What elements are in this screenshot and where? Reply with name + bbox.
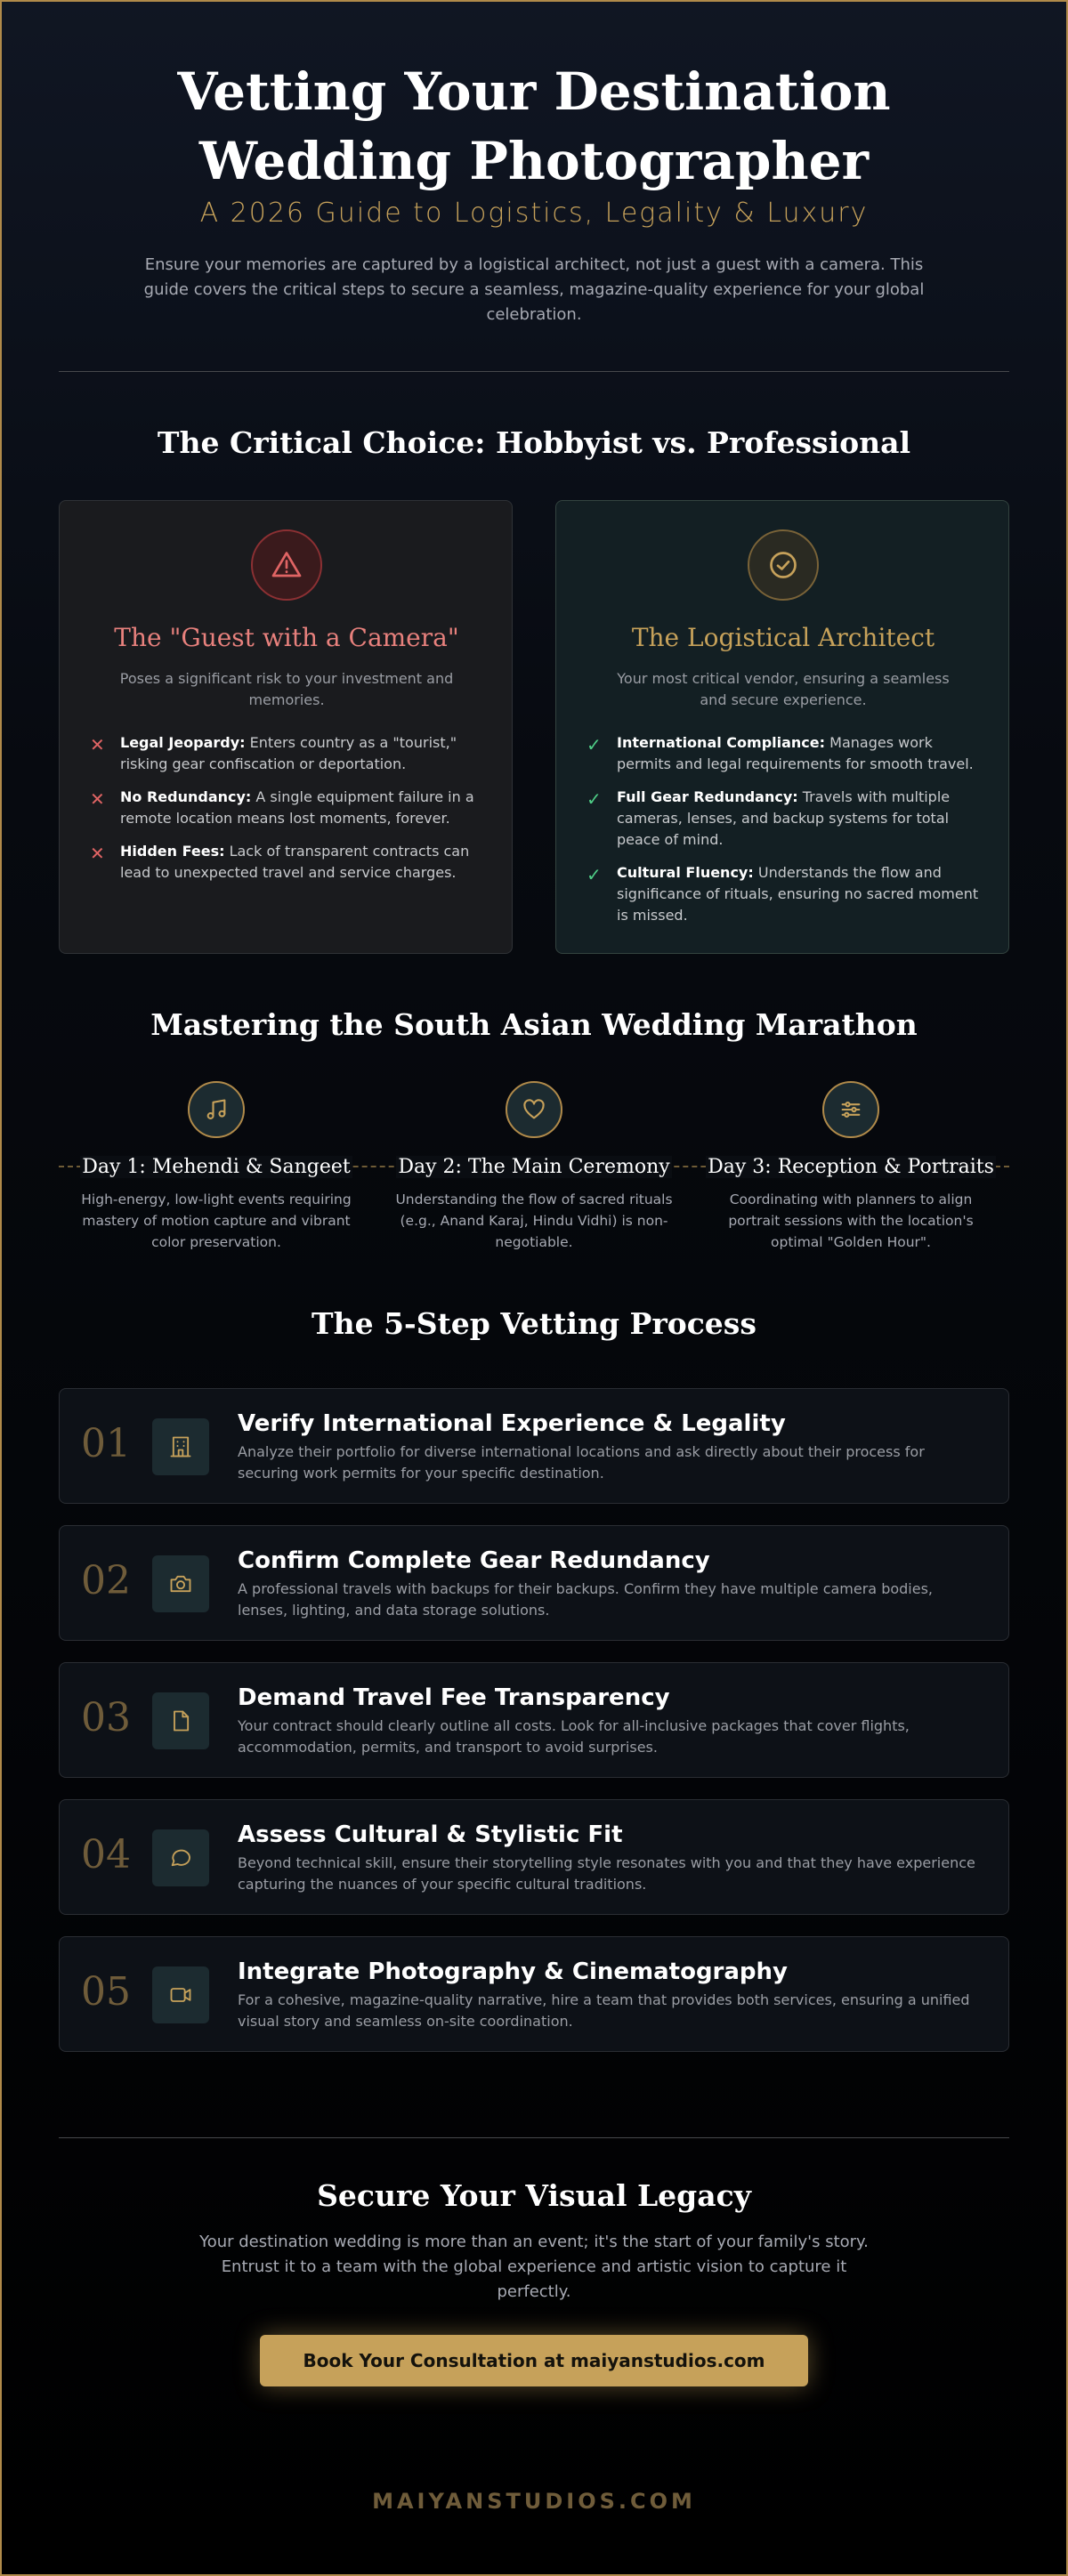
page-title: Vetting Your Destination Wedding Photographer <box>177 61 891 191</box>
item-text: Lack of transparent contracts can lead to unexpected travel and service charges. <box>120 843 470 881</box>
step-title: Confirm Complete Gear Redundancy <box>238 1547 710 1574</box>
divider <box>59 2137 1009 2138</box>
hobbyist-desc: Poses a significant risk to your investment and memories. <box>119 670 454 708</box>
item-label: International Compliance: <box>617 734 826 751</box>
item-label: Legal Jeopardy: <box>120 734 246 751</box>
day-desc: High-energy, low-light events requiring mastery of motion capture and vibrant color preservation. <box>81 1191 352 1250</box>
chat-bubble-icon <box>152 1829 209 1886</box>
music-note-icon <box>188 1081 245 1138</box>
step-title: Assess Cultural & Stylistic Fit <box>238 1821 623 1848</box>
hobbyist-risk-list <box>90 732 487 895</box>
list-item <box>90 787 487 829</box>
step-desc: A professional travels with backups for their backups. Confirm they have multiple camera bodies, lenses, lighting, and data storage solutions. <box>238 1580 934 1619</box>
step-card <box>59 1799 1009 1915</box>
step-desc: Beyond technical skill, ensure their storytelling style resonates with you and that they have experience capturing the nuances of your specific cultural traditions. <box>238 1854 975 1893</box>
item-label: No Redundancy: <box>120 788 252 805</box>
step-desc: For a cohesive, magazine-quality narrative, hire a team that provides both services, ensuring a unified visual story and seamless on-site coordination. <box>238 1991 970 2030</box>
item-label: Hidden Fees: <box>120 843 225 860</box>
item-text: Travels with multiple cameras, lenses, and backup systems for total peace of mind. <box>617 788 951 848</box>
warning-triangle-icon <box>251 529 322 601</box>
sliders-icon <box>822 1081 879 1138</box>
divider <box>59 371 1009 372</box>
step-number: 02 <box>81 1558 131 1603</box>
check-icon: ✓ <box>587 864 602 885</box>
process-title: The 5-Step Vetting Process <box>312 1306 756 1341</box>
step-number: 01 <box>81 1421 131 1466</box>
step-title: Integrate Photography & Cinematography <box>238 1958 788 1985</box>
list-item <box>90 732 487 775</box>
heart-icon <box>506 1081 562 1138</box>
video-camera-icon <box>152 1966 209 2023</box>
day-title: Day 3: Reception & Portraits <box>708 1156 994 1178</box>
step-card <box>59 1525 1009 1641</box>
check-icon: ✓ <box>587 734 602 755</box>
check-circle-icon <box>748 529 819 601</box>
hobbyist-card <box>59 500 513 954</box>
camera-icon <box>152 1555 209 1612</box>
step-desc: Analyze their portfolio for diverse international locations and ask directly about their process for securing work permits for your specific destination. <box>238 1443 925 1482</box>
day-desc: Understanding the flow of sacred rituals (e.g., Anand Karaj, Hindu Vidhi) is non-negotiable. <box>395 1191 673 1250</box>
check-icon: ✓ <box>587 788 602 810</box>
professional-benefit-list <box>587 732 983 938</box>
x-icon: ✕ <box>90 843 105 864</box>
building-icon <box>152 1418 209 1475</box>
timeline-day-1 <box>69 1081 363 1253</box>
list-item <box>587 787 983 851</box>
day-title: Day 1: Mehendi & Sangeet <box>82 1156 351 1178</box>
step-title: Verify International Experience & Legality <box>238 1410 786 1437</box>
professional-title: The Logistical Architect <box>631 623 935 652</box>
book-consultation-button[interactable]: Book Your Consultation at maiyanstudios.com <box>260 2335 808 2386</box>
professional-card <box>555 500 1009 954</box>
page-subtitle: A 2026 Guide to Logistics, Legality & Luxury <box>199 198 869 229</box>
list-item <box>587 732 983 775</box>
step-number: 05 <box>81 1969 131 2015</box>
document-icon <box>152 1692 209 1749</box>
list-item <box>587 862 983 926</box>
day-title: Day 2: The Main Ceremony <box>398 1156 670 1178</box>
list-item <box>90 841 487 884</box>
timeline-day-2 <box>387 1081 681 1253</box>
professional-desc: Your most critical vendor, ensuring a seamless and secure experience. <box>617 670 950 708</box>
cta-title: Secure Your Visual Legacy <box>317 2178 751 2213</box>
step-desc: Your contract should clearly outline all costs. Look for all-inclusive packages that cover flights, accommodation, permits, and transport to avoid surprises. <box>238 1717 910 1756</box>
step-number: 03 <box>81 1695 131 1740</box>
x-icon: ✕ <box>90 788 105 810</box>
step-card <box>59 1936 1009 2052</box>
intro-text: Ensure your memories are captured by a logistical architect, not just a guest with a camera. This guide covers the critical steps to secure a seamless, magazine-quality experience for your global celebration. <box>143 255 925 324</box>
timeline-day-3 <box>704 1081 998 1253</box>
day-desc: Coordinating with planners to align portrait sessions with the location's optimal "Golden Hour". <box>728 1191 974 1250</box>
item-text: A single equipment failure in a remote location means lost moments, forever. <box>120 788 474 827</box>
item-text: Understands the flow and significance of rituals, ensuring no sacred moment is missed. <box>617 864 979 924</box>
step-number: 04 <box>81 1832 131 1877</box>
cta-text: Your destination wedding is more than an event; it's the start of your family's story. Entrust it to a team with the global experience and artistic vision to capture it perfectly. <box>199 2233 869 2301</box>
item-label: Cultural Fluency: <box>617 864 754 881</box>
item-label: Full Gear Redundancy: <box>617 788 798 805</box>
item-text: Manages work permits and legal requirements for smooth travel. <box>617 734 974 772</box>
step-title: Demand Travel Fee Transparency <box>238 1684 670 1711</box>
x-icon: ✕ <box>90 734 105 755</box>
footer-brand: MAIYANSTUDIOS.COM <box>372 2489 696 2514</box>
item-text: Enters country as a "tourist," risking gear confiscation or deportation. <box>120 734 457 772</box>
step-card <box>59 1662 1009 1778</box>
timeline-title: Mastering the South Asian Wedding Marathon <box>150 1007 918 1042</box>
step-card <box>59 1388 1009 1504</box>
hobbyist-title: The "Guest with a Camera" <box>114 623 459 652</box>
comparison-title: The Critical Choice: Hobbyist vs. Professional <box>157 425 911 460</box>
